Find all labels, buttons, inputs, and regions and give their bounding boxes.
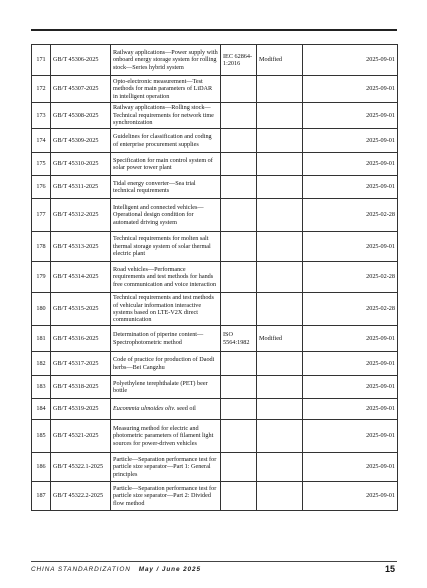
row-number: 183 [32,376,51,399]
implementation-date: 2025-09-01 [303,232,398,262]
standard-code: GB/T 45322.1-2025 [51,453,111,482]
implementation-date: 2025-09-01 [303,153,398,176]
adoption-relation [257,153,303,176]
standard-code: GB/T 45308-2025 [51,103,111,129]
standard-title: Intelligent and connected vehicles—Operational design condition for automated driving system [111,199,221,232]
standard-title: Specification for main control system of solar power tower plant [111,153,221,176]
table-row [32,399,398,420]
standard-code: GB/T 45310-2025 [51,153,111,176]
standard-title: Polyethylene terephthalate (PET) beer bottle [111,376,221,399]
table-row [32,482,398,511]
standard-title: Tidal energy converter—Sea trial technical requirements [111,176,221,199]
reference-standard [221,352,257,376]
adoption-relation [257,262,303,293]
row-number: 187 [32,482,51,511]
table-row [32,45,398,76]
adoption-relation: Modified [257,45,303,76]
implementation-date: 2025-09-01 [303,352,398,376]
row-number: 184 [32,399,51,420]
standard-title: Opto-electronic measurement—Test methods for main parameters of LiDAR in intelligent operation [111,76,221,103]
implementation-date: 2025-02-28 [303,293,398,326]
reference-standard [221,103,257,129]
implementation-date: 2025-09-01 [303,103,398,129]
table-body [32,45,398,511]
reference-standard [221,153,257,176]
implementation-date: 2025-02-28 [303,199,398,232]
adoption-relation [257,232,303,262]
page-number: 15 [384,564,395,574]
implementation-date: 2025-09-01 [303,326,398,352]
standard-code: GB/T 45318-2025 [51,376,111,399]
row-number: 177 [32,199,51,232]
standard-code: GB/T 45312-2025 [51,199,111,232]
standard-code: GB/T 45314-2025 [51,262,111,293]
table-row [32,176,398,199]
standards-table [31,44,398,511]
row-number: 181 [32,326,51,352]
standard-title: Particle—Separation performance test for particle size separator—Part 2: Divided flow method [111,482,221,511]
standard-code: GB/T 45315-2025 [51,293,111,326]
implementation-date: 2025-09-01 [303,420,398,453]
row-number: 172 [32,76,51,103]
row-number: 185 [32,420,51,453]
table-row [32,453,398,482]
row-number: 180 [32,293,51,326]
adoption-relation [257,76,303,103]
implementation-date: 2025-09-01 [303,399,398,420]
standard-title: Determination of piperine content—Spectrophotometric method [111,326,221,352]
adoption-relation [257,482,303,511]
adoption-relation [257,176,303,199]
row-number: 178 [32,232,51,262]
standard-code: GB/T 45309-2025 [51,129,111,153]
adoption-relation [257,352,303,376]
table-row [32,103,398,129]
standard-title: Railway applications—Power supply with onboard energy storage system for rolling stock—Series hybrid system [111,45,221,76]
adoption-relation [257,420,303,453]
table-row [32,129,398,153]
reference-standard [221,293,257,326]
magazine-name: CHINA STANDARDIZATION May / June 2025 [31,566,201,573]
reference-standard [221,232,257,262]
standard-title: Railway applications—Rolling stock—Technical requirements for network time synchronization [111,103,221,129]
standard-code: GB/T 45311-2025 [51,176,111,199]
adoption-relation [257,293,303,326]
implementation-date: 2025-09-01 [303,176,398,199]
implementation-date: 2025-09-01 [303,482,398,511]
table-row [32,376,398,399]
reference-standard: ISO 5564:1982 [221,326,257,352]
reference-standard [221,376,257,399]
species-name: Eucommia ulmoides oliv. [113,405,176,413]
row-number: 173 [32,103,51,129]
row-number: 182 [32,352,51,376]
adoption-relation [257,199,303,232]
reference-standard [221,399,257,420]
standard-title: Technical requirements and test methods of vehicular information interactive systems based on LTE-V2X direct communication [111,293,221,326]
standard-code: GB/T 45306-2025 [51,45,111,76]
implementation-date: 2025-09-01 [303,129,398,153]
reference-standard [221,420,257,453]
reference-standard [221,453,257,482]
implementation-date: 2025-09-01 [303,76,398,103]
table-row [32,232,398,262]
title-rest: seed oil [175,405,196,413]
standard-title: Road vehicles—Performance requirements and test methods for hands free communication and voice interaction [111,262,221,293]
table-row [32,76,398,103]
reference-standard [221,176,257,199]
adoption-relation [257,376,303,399]
top-rule [31,29,397,31]
standard-title: Guidelines for classification and coding of enterprise procurement supplies [111,129,221,153]
reference-standard [221,76,257,103]
implementation-date: 2025-09-01 [303,45,398,76]
adoption-relation [257,103,303,129]
standard-title: Technical requirements for molten salt thermal storage system of solar thermal electric plant [111,232,221,262]
standard-code: GB/T 45307-2025 [51,76,111,103]
table-row [32,293,398,326]
reference-standard [221,482,257,511]
table-row [32,326,398,352]
issue-label: May / June 2025 [138,566,201,573]
standard-code: GB/T 45316-2025 [51,326,111,352]
table-row [32,199,398,232]
standard-code: GB/T 45317-2025 [51,352,111,376]
reference-standard: IEC 62864-1:2016 [221,45,257,76]
row-number: 174 [32,129,51,153]
standard-code: GB/T 45313-2025 [51,232,111,262]
adoption-relation [257,129,303,153]
standard-title: Code of practice for production of Daodi herbs—Bei Cangzhu [111,352,221,376]
adoption-relation [257,453,303,482]
reference-standard [221,199,257,232]
reference-standard [221,262,257,293]
page-footer [31,564,397,576]
standard-code: GB/T 45322.2-2025 [51,482,111,511]
row-number: 176 [32,176,51,199]
adoption-relation [257,399,303,420]
row-number: 171 [32,45,51,76]
table-row [32,352,398,376]
implementation-date: 2025-02-28 [303,262,398,293]
bottom-rule [31,561,397,562]
row-number: 175 [32,153,51,176]
table-row [32,262,398,293]
implementation-date: 2025-09-01 [303,453,398,482]
standard-title: Particle—Separation performance test for particle size separator—Part 1: General principles [111,453,221,482]
row-number: 179 [32,262,51,293]
standard-title [111,399,221,420]
reference-standard [221,129,257,153]
standard-code: GB/T 45321-2025 [51,420,111,453]
standard-code: GB/T 45319-2025 [51,399,111,420]
table-row [32,420,398,453]
adoption-relation: Modified [257,326,303,352]
row-number: 186 [32,453,51,482]
implementation-date: 2025-09-01 [303,376,398,399]
standard-title: Measuring method for electric and photometric parameters of filament light sources for power-driven vehicles [111,420,221,453]
table-row [32,153,398,176]
